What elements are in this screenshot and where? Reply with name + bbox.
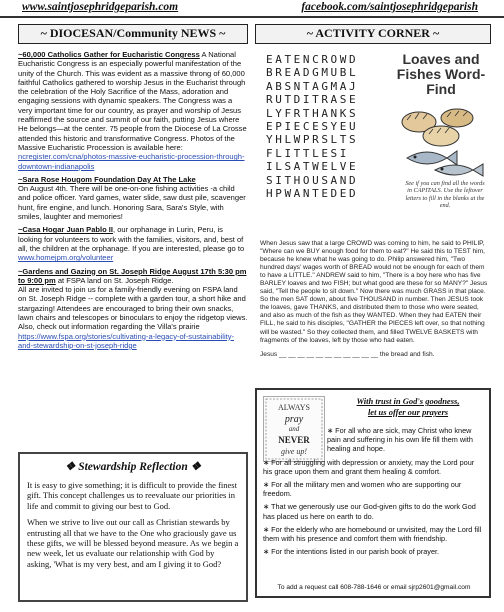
prayer-item: ∗ For the intentions listed in our parish book of prayer. [263, 547, 440, 557]
news-body: All are invited to join us for a family-friendly evening on FSPA land on St. Joseph Ridge -- complete with a garden tour, a short hike and stargazing! Attendees are encouraged to bring their own snacks, lawn chairs and telescopes or binoculars to enjoy the ridgetop views. [18, 285, 248, 323]
image-text: ALWAYS [277, 403, 311, 412]
activity-corner-column [255, 24, 491, 44]
bread-and-fish-illustration [397, 102, 489, 180]
image-text: give up! [281, 447, 307, 456]
news-body: , our orphanage in Lurin, Peru, is looking for volunteers to work with the families, visitors, and, best of all, the children at the orphanage. If you are interested, please go to [18, 225, 245, 253]
prayer-item: ∗ That we generously use our God-given gifts to do the work God has placed us here on earth to do. [263, 502, 476, 521]
prayer-heading-line: With trust in God's goodness, [356, 396, 460, 406]
grid-row: EPIECESYEU [266, 120, 359, 134]
prayer-item: ∗ For all struggling with depression or anxiety, may the Lord pour his grace upon them and grant them healing & comfort. [263, 457, 475, 476]
grid-row: ABSNTAGMAJ [266, 79, 359, 93]
grid-row: EATENCROWD [266, 53, 359, 66]
puzzle-instructions: See if you can find all the words in CAPITALS. Use the leftover letters to fill in the blanks at the end. [405, 180, 485, 210]
news-heading: ~Casa Hogar Juan Pablo II [18, 225, 113, 235]
grid-row: HPWANTEDED [266, 187, 359, 201]
top-bar [0, 0, 504, 18]
fill-in-blank-line: Jesus __ __ __ __ __ __ __ __ __ __ __ the bread and fish. [260, 350, 435, 358]
loaves-fishes-story [260, 240, 490, 359]
prayer-intentions-box [255, 388, 491, 598]
grid-row: SITHOUSAND [266, 173, 359, 187]
grid-row: LYFRTHANKS [266, 106, 359, 120]
puzzle-title: Loaves and Fishes Word-Find [396, 51, 486, 97]
news-heading-tail: at FSPA land on St. Joseph Ridge. [55, 275, 174, 285]
image-text: pray [284, 414, 304, 425]
news-body: On August 4th. There will be one-on-one fishing activities -a child and police officer. Yard games, water slide, saw dust pile, scavenger hunt, fire engine, and lunch. Honoring Sara, Sara's Style, with smiles, laughter and memories! [18, 184, 246, 222]
letter-grid [266, 53, 358, 200]
fish-icon [435, 164, 483, 176]
grid-row: RUTDITRASE [266, 93, 359, 107]
prayer-item: ∗ For all the military men and women who are supporting our freedom. [263, 480, 462, 499]
news-body: A National Eucharistic Congress is an especially powerful manifestation of the unity of the Church. This was evident as a massive throng of 60,000 faithful Catholics gathered to worship Jesus in the Eucharist through the celebration of the Holy Sacrifice of the Mass, adoration and engaging sessions with dynamic speakers. The Congress was a very important time for our country, as prayer and worship of Jesus reaffirmed the source and summit of our faith, putting Jesus where He belongs—at the center. 75 people from the Diocese of La Crosse attended this historic and transformative Congress. Photos of the Massive Eucharistic Procession is available here: [18, 50, 247, 152]
grid-row: ILSATWELVE [266, 160, 359, 174]
news-body-more: Also, check out information regarding the Villa's prairie [18, 322, 200, 332]
prayer-item: ∗ For all who are sick, may Christ who knew pain and suffering in his own life fill them with healing and hope. [327, 426, 473, 454]
news-item-foundation [18, 175, 248, 221]
prairie-link[interactable]: https://www.fspa.org/stories/cultivating-a-legacy-of-sustainability-and-stewardship-on-st-joseph-ridge [18, 331, 235, 350]
website-link[interactable]: www.saintjosephridgeparish.com [22, 1, 179, 13]
news-item-casa-hogar [18, 225, 248, 262]
diocesan-news-title: ~ DIOCESAN/Community NEWS ~ [18, 24, 248, 44]
news-item-gardens [18, 267, 248, 351]
grid-row: YHLWPRSLTS [266, 133, 359, 147]
stewardship-reflection-box [18, 452, 248, 602]
fish-icon [407, 151, 457, 165]
facebook-link[interactable]: facebook.com/saintjosephridgeparish [301, 1, 478, 13]
prayer-request-contact: To add a request call 608-788-1646 or email sjrp2601@gmail.com [277, 584, 471, 591]
activity-corner-title: ~ ACTIVITY CORNER ~ [255, 24, 491, 44]
grid-row: FLITTLESI [266, 146, 350, 160]
volunteer-link[interactable]: www.homejpm.org/volunteer [18, 253, 114, 263]
word-find-puzzle [255, 48, 491, 228]
congress-photos-link[interactable]: ncregister.com/cna/photos-massive-eucharistic-procession-through-downtown-indianapolis [18, 152, 245, 171]
prayer-list [263, 426, 485, 560]
image-text: NEVER [278, 435, 310, 445]
news-list [18, 50, 248, 350]
news-item-congress [18, 50, 248, 171]
news-heading: ~Gardens and Gazing on St. Joseph Ridge August 17th 5:30 pm to 9:00 pm [18, 266, 247, 285]
bread-loaf-icon [441, 109, 473, 127]
diocesan-news-column [18, 24, 248, 354]
news-heading: ~60,000 Catholics Gather for Eucharistic Congress [18, 50, 200, 59]
news-heading: ~Sara Rose Hougom Foundation Day At The Lake [18, 174, 196, 184]
prayer-heading [333, 396, 483, 418]
stewardship-paragraph: When we strive to live out our call as Christian stewards by entrusting all that we have to the One who graciously gave us these gifts, we will be blessed beyond measure. As we begin a new week, let us evaluate our relationship with God by asking, 'What is my very best, and am I giving it to God? [27, 517, 239, 569]
stewardship-paragraph: It is easy to give something; it is difficult to provide the finest gift. This concept challenges us to reevaluate our priorities in life and commit to giving our best to God. [27, 480, 237, 511]
stewardship-title: ❖ Stewardship Reflection ❖ [65, 461, 201, 473]
image-text: and [288, 425, 300, 433]
bread-loaf-icon [423, 126, 459, 146]
prayer-item: ∗ For the elderly who are homebound or unvisited, may the Lord fill them with his presence and comfort them with friendship. [263, 524, 482, 544]
grid-row: BREADGMUBL [266, 66, 359, 80]
story-text: When Jesus saw that a large CROWD was coming to him, he said to PHILIP, "Where can we BUY enough food for them to eat?" He said this to TEST him, because he knew what he was going to do. Philip answered him, "Two hundred days' wages worth of BREAD would not be enough for each of them to have a LITTLE." ANDREW said to him, "There is a boy here who has five BARLEY loaves and two FISH; but what good are these for so MANY?" Jesus said, "Tell the people to sit down." Now there was much GRASS in that place. So the men SAT down, about five THOUSAND in number. Then JESUS took the loaves, gave THANKS, and distributed them to those who were seated, and also as much of the fish as they WANTED. When they had EATEN their FILL, he said to his disciples, "GATHER the PIECES left over, so that nothing will be wasted." So they collected them, and filled TWELVE BASKETS with fragments of the loaves, left by those who had eaten. [260, 240, 488, 344]
prayer-heading-line: let us offer our prayers [367, 407, 449, 417]
